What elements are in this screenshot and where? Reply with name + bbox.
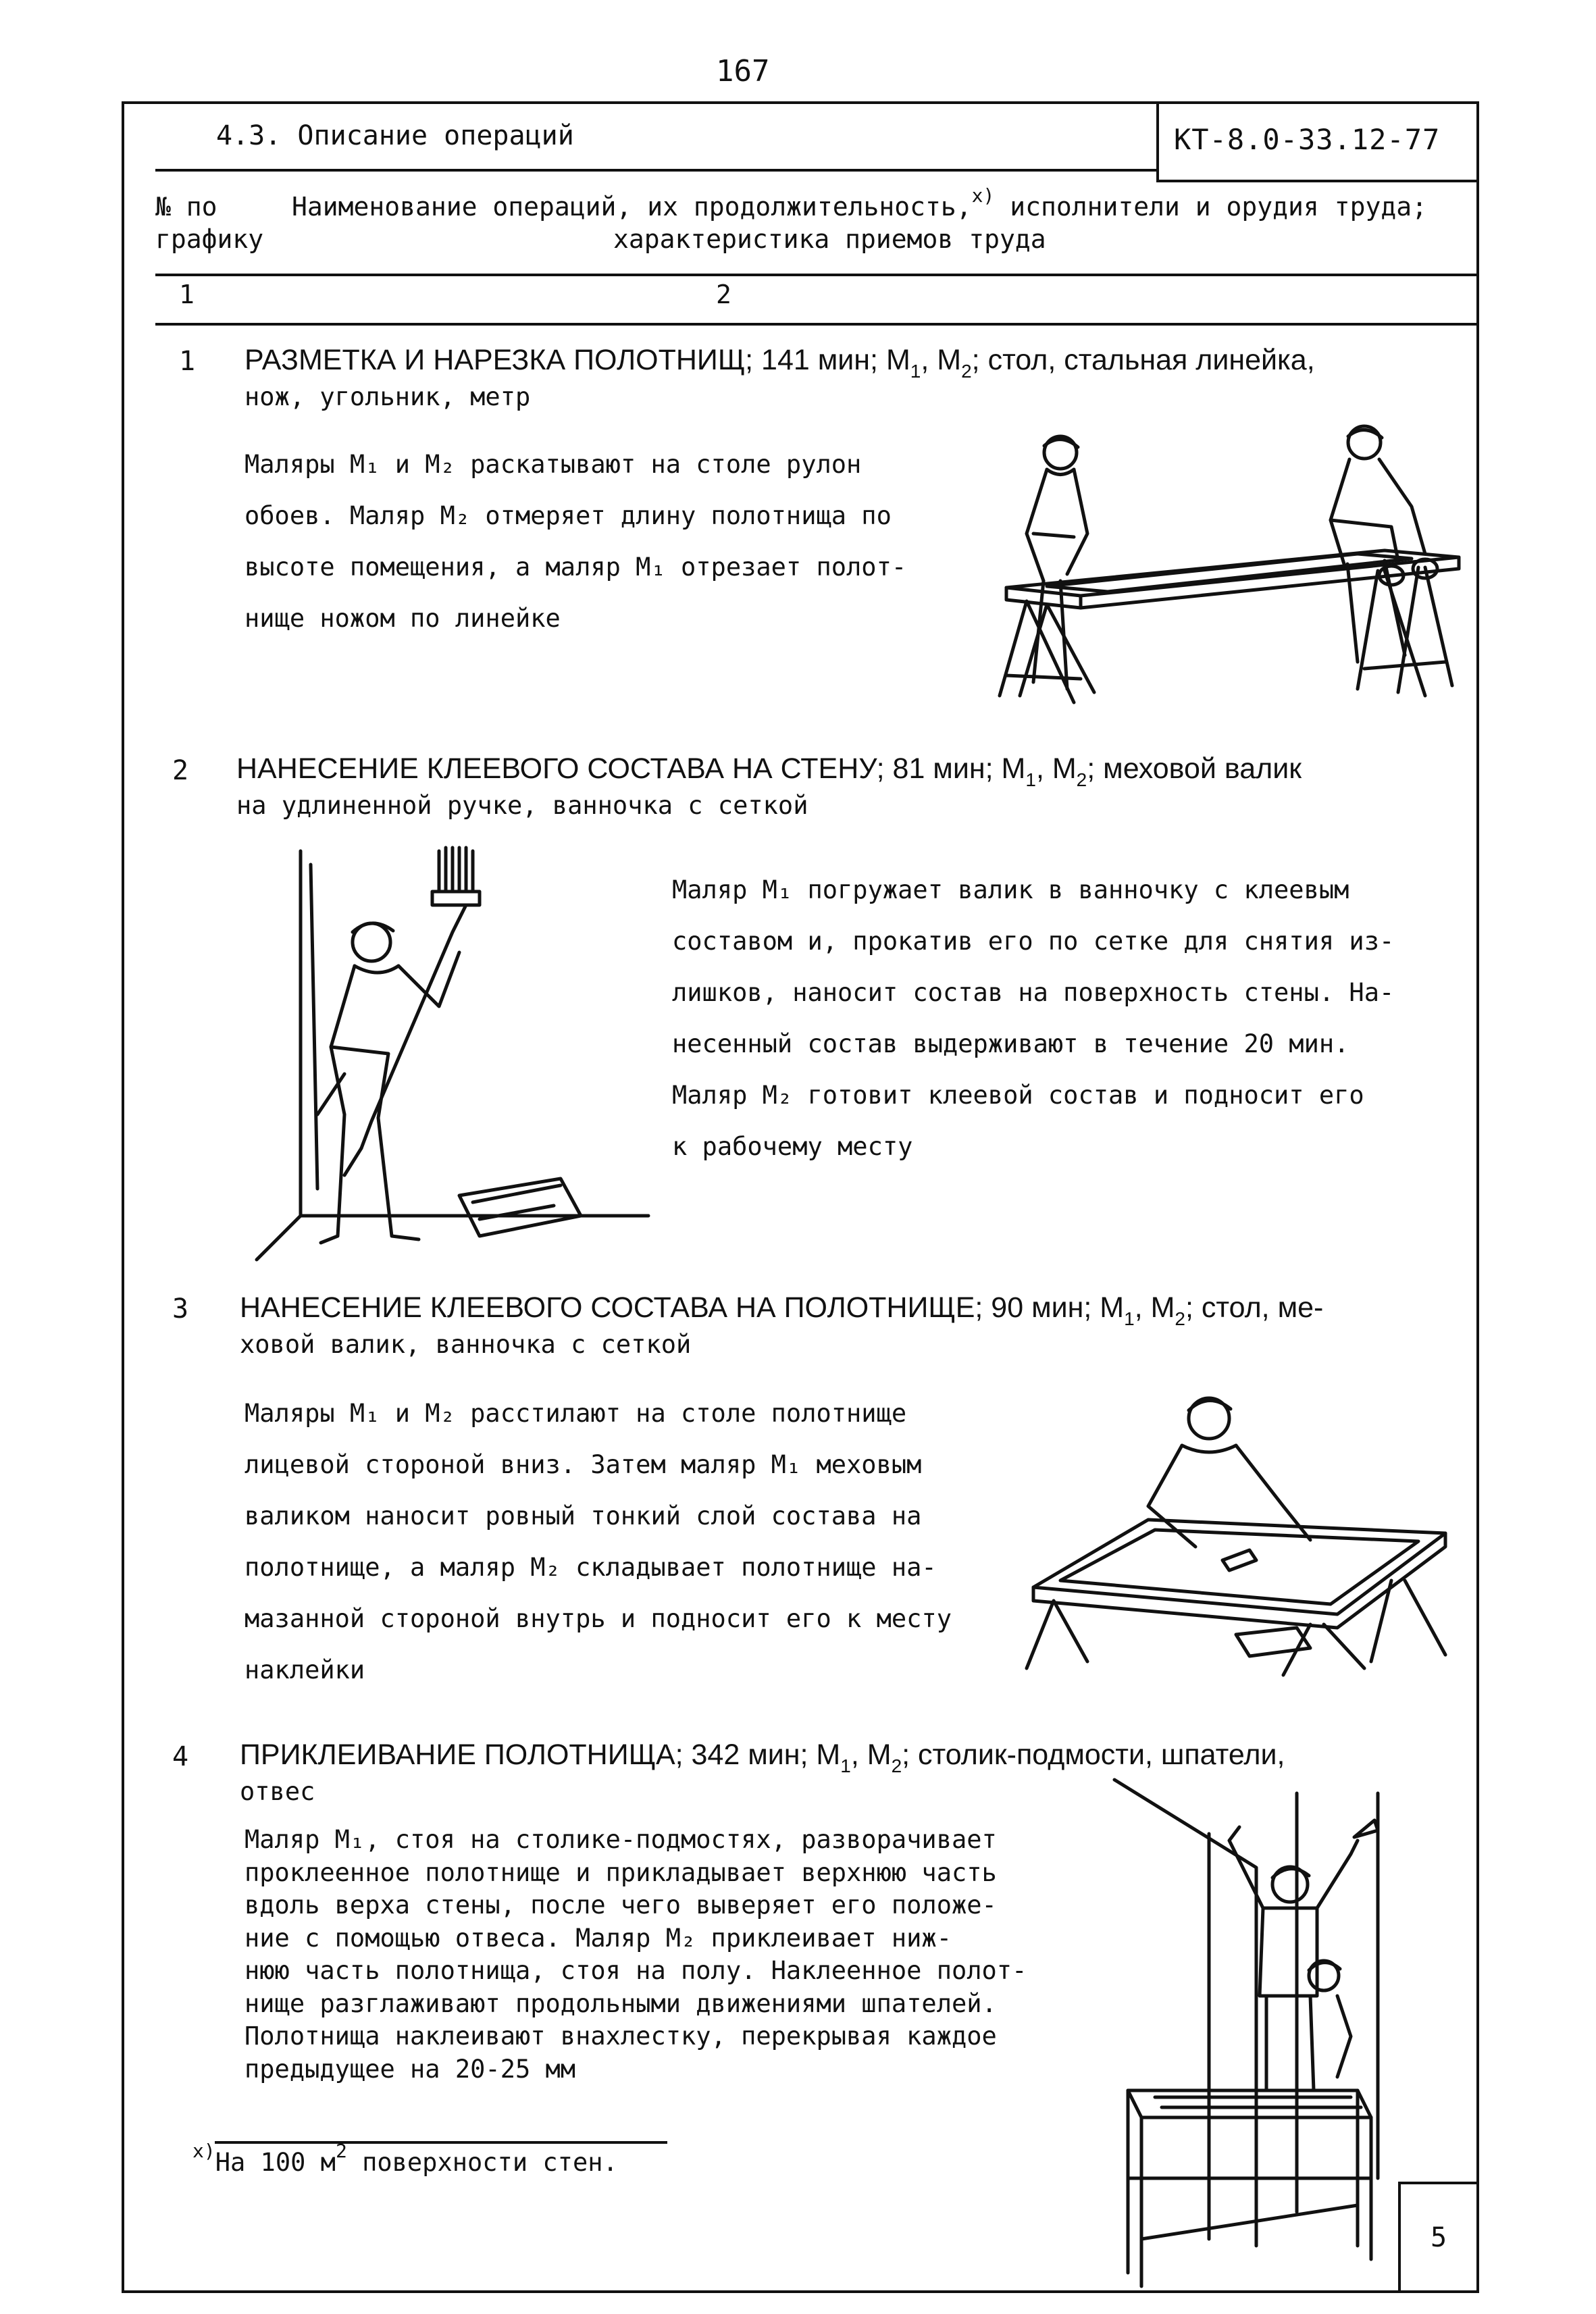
column-number-rule <box>155 323 1479 326</box>
column-1-number: 1 <box>179 280 195 309</box>
operation-number: 1 <box>179 346 196 377</box>
footnote-rule <box>215 2141 667 2144</box>
operation-tools: ховой валик, ванночка с сеткой <box>240 1330 692 1359</box>
operation-title: НАНЕСЕНИЕ КЛЕЕВОГО СОСТАВА НА СТЕНУ; 81 мин; $М_1$, $М_2$; меховой валик <box>236 752 1302 790</box>
sheet-number: 5 <box>1431 2222 1447 2253</box>
title-underline <box>155 169 1156 172</box>
operation-description: Маляры М₁ и М₂ расстилают на столе полотнище лицевой стороной вниз. Затем маляр М₁ меховым валиком наносит ровный тонкий слой состава на полотнище, а маляр М₂ складывает полотнище на- мазанной стороной внутрь и подносит его к месту наклейки <box>244 1399 952 1685</box>
header-divider <box>1156 101 1159 181</box>
operation-number: 4 <box>172 1741 189 1772</box>
column-2-number: 2 <box>716 280 731 309</box>
section-title: 4.3. Описание операций <box>216 120 574 151</box>
operation-tools: отвес <box>240 1777 315 1806</box>
footnote: $^{x)}$На 100 $м^2$ поверхности стен. <box>192 2140 618 2177</box>
operation-description: Маляр М₁ погружает валик в ванночку с клеевым составом и, прокатив его по сетке для снятия из- лишков, наносит состав на поверхность стены. На- несенный состав выдерживают в течение 20 мин. Маляр М₂ готовит клеевой состав и подносит его к рабочему месту <box>672 875 1395 1161</box>
worker-gluing-panel-figure <box>1013 1364 1472 1682</box>
document-code: КТ-8.0-33.12-77 <box>1174 123 1441 156</box>
operation-description: Маляры М₁ и М₂ раскатывают на столе рулон обоев. Маляр М₂ отмеряет длину полотнища по высоте помещения, а маляр М₁ отрезает полот- нище ножом по линейке <box>244 450 907 633</box>
operation-description: Маляр М₁, стоя на столике-подмостях, разворачивает проклеенное полотнище и прикладывает верхнюю часть вдоль верха стены, после чего выверяет его положе- ние с помощью отвеса. Маляр М₂ приклеивает ниж- нюю часть полотнища, стоя на полу. Наклеенное полот- нище разглаживают продольными движениями шпателей. Полотнища наклеивают внахлестку, перекрывая каждое предыдущее на 20-25 мм <box>244 1825 1027 2084</box>
operation-title: ПРИКЛЕИВАНИЕ ПОЛОТНИЩА; 342 мин; $М_1$, $М_2$; столик-подмости, шпатели, <box>240 1739 1285 1776</box>
worker-rolling-glue-figure <box>243 838 662 1270</box>
workers-cutting-wallpaper-figure <box>979 419 1479 709</box>
column-1-heading: № по графику <box>155 192 264 254</box>
operation-number: 3 <box>172 1293 189 1325</box>
code-box-bottom <box>1156 180 1479 182</box>
page-number: 167 <box>716 54 770 88</box>
operation-tools: на удлиненной ручке, ванночка с сеткой <box>236 791 808 820</box>
operation-tools: нож, угольник, метр <box>244 382 531 411</box>
operation-title: РАЗМЕТКА И НАРЕЗКА ПОЛОТНИЩ; 141 мин; $М_1$, $М_2$; стол, стальная линейка, <box>244 344 1315 382</box>
operation-title: НАНЕСЕНИЕ КЛЕЕВОГО СОСТАВА НА ПОЛОТНИЩЕ; 90 мин; $М_1$, $М_2$; стол, ме- <box>240 1291 1324 1329</box>
operation-number: 2 <box>172 755 189 786</box>
column-2-heading: Наименование операций, их продолжительность,$^{x)}$ исполнители и орудия труда; <box>292 184 1427 222</box>
column-heading-rule <box>155 274 1479 276</box>
column-2-heading-line2: характеристика приемов труда <box>613 224 1046 254</box>
